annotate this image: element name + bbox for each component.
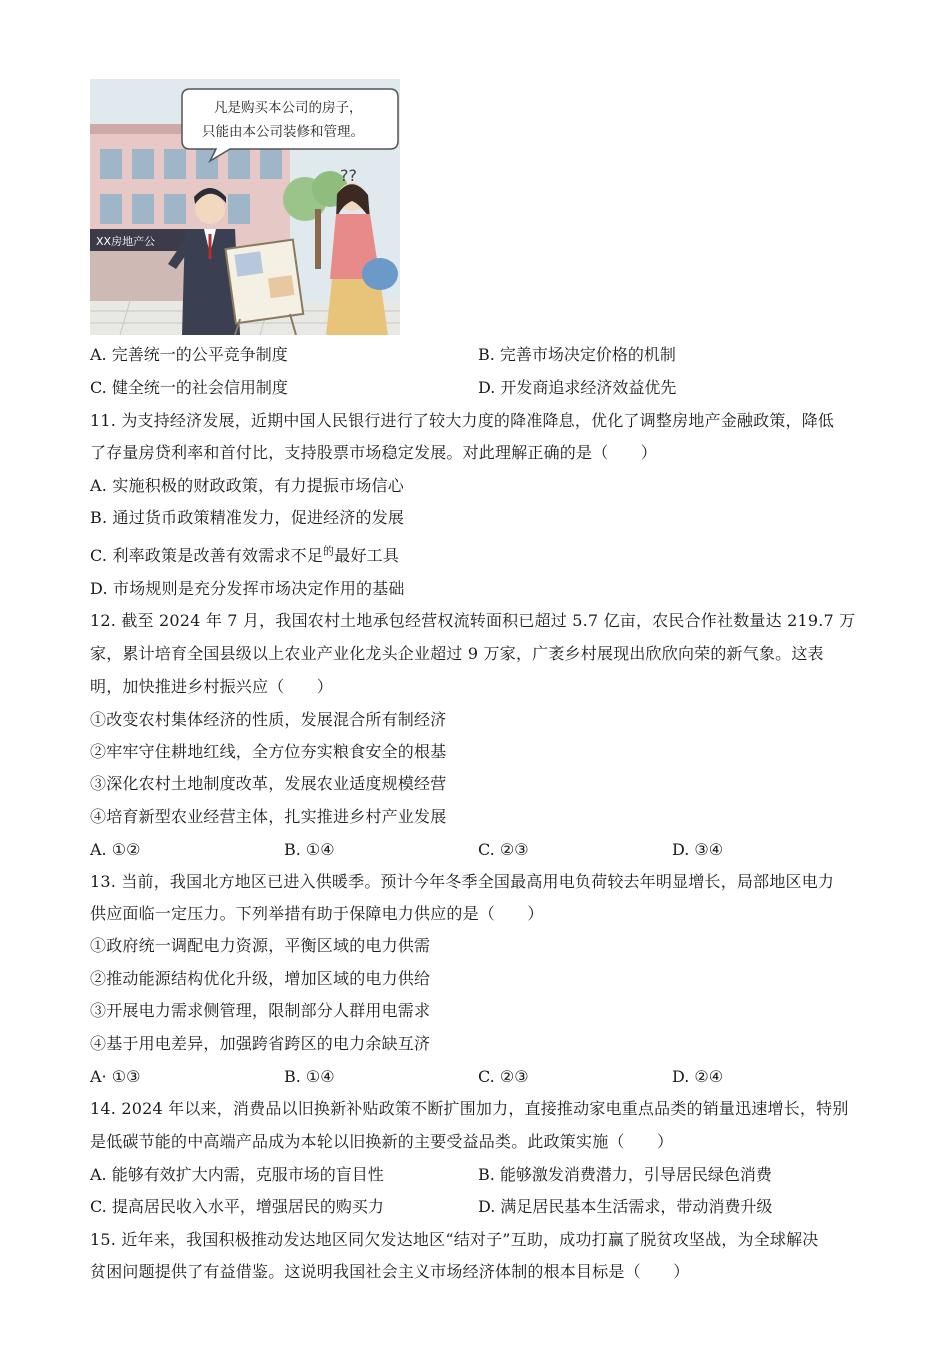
q14-option-b[interactable]: B. 能够激发消费潜力，引导居民绿色消费 <box>478 1165 772 1184</box>
q11-option-a[interactable]: A. 实施积极的财政政策，有力提振市场信心 <box>90 476 404 495</box>
q13-option-d[interactable]: D. ②④ <box>672 1067 724 1086</box>
q12-item-4: ④培育新型农业经营主体，扎实推进乡村产业发展 <box>90 807 447 826</box>
q11-option-c[interactable] <box>90 545 399 567</box>
q10-option-c[interactable]: C. 健全统一的社会信用制度 <box>90 378 288 397</box>
q13-option-b[interactable]: B. ①④ <box>284 1067 335 1086</box>
q10-option-d[interactable]: D. 开发商追求经济效益优先 <box>478 378 677 397</box>
q12-item-1: ①改变农村集体经济的性质，发展混合所有制经济 <box>90 710 447 729</box>
q15-stem-line-2: 贫困问题提供了有益借鉴。这说明我国社会主义市场经济体制的根本目标是（ ） <box>90 1262 690 1281</box>
q13-option-c[interactable]: C. ②③ <box>478 1067 529 1086</box>
q13-option-a[interactable]: A· ①③ <box>90 1067 141 1086</box>
q11-option-d[interactable]: D. 市场规则是充分发挥市场决定作用的基础 <box>90 579 405 598</box>
q12-option-d[interactable]: D. ③④ <box>672 840 724 859</box>
q13-stem-line-1: 13. 当前，我国北方地区已进入供暖季。预计今年冬季全国最高用电负荷较去年明显增长，局部地区电力 <box>90 872 835 891</box>
q11-option-b[interactable]: B. 通过货币政策精准发力，促进经济的发展 <box>90 508 405 527</box>
company-sign-text: XX房地产公 <box>96 235 156 248</box>
speech-line-2: 只能由本公司装修和管理。 <box>202 124 364 140</box>
q12-option-c[interactable]: C. ②③ <box>478 840 529 859</box>
q15-stem-line-1: 15. 近年来，我国积极推动发达地区同欠发达地区“结对子”互助，成功打赢了脱贫攻坚战，为全球解决 <box>90 1230 819 1249</box>
q13-item-3: ③开展电力需求侧管理，限制部分人群用电需求 <box>90 1001 431 1020</box>
q12-stem-line-2: 家，累计培育全国县级以上农业产业化龙头企业超过 9 万家，广袤乡村展现出欣欣向荣的新气象。这表 <box>90 644 824 663</box>
q14-stem-line-1: 14. 2024 年以来，消费品以旧换新补贴政策不断扩围加力，直接推动家电重点品类的销量迅速增长，特别 <box>90 1099 849 1118</box>
q13-stem-line-2: 供应面临一定压力。下列举措有助于保障电力供应的是（ ） <box>90 904 544 923</box>
q11-stem-line-2: 了存量房贷利率和首付比，支持股票市场稳定发展。对此理解正确的是（ ） <box>90 443 658 462</box>
q12-stem-line-1: 12. 截至 2024 年 7 月，我国农村土地承包经营权流转面积已超过 5.7 亿亩，农民合作社数量达 219.7 万 <box>90 611 856 630</box>
q11-option-c-text-1: C. 利率政策是改善有效需求不足 <box>90 546 324 565</box>
q14-option-d[interactable]: D. 满足居民基本生活需求，带动消费升级 <box>478 1197 773 1216</box>
q14-option-c[interactable]: C. 提高居民收入水平，增强居民的购买力 <box>90 1197 384 1216</box>
real-estate-cartoon <box>90 79 400 335</box>
q10-option-a[interactable]: A. 完善统一的公平竞争制度 <box>90 345 288 364</box>
q11-stem-line-1: 11. 为支持经济发展，近期中国人民银行进行了较大力度的降准降息，优化了调整房地产金融政策，降低 <box>90 411 835 430</box>
q11-option-c-text-2: 最好工具 <box>334 546 400 565</box>
q12-option-b[interactable]: B. ①④ <box>284 840 335 859</box>
question-marks: ?? <box>340 166 357 185</box>
speech-line-1: 凡是购买本公司的房子， <box>214 100 363 116</box>
q11-option-c-de: 的 <box>323 544 335 558</box>
q12-item-3: ③深化农村土地制度改革，发展农业适度规模经营 <box>90 774 447 793</box>
q13-item-1: ①政府统一调配电力资源，平衡区域的电力供需 <box>90 936 431 955</box>
q12-stem-line-3: 明，加快推进乡村振兴应（ ） <box>90 677 334 696</box>
q10-option-b[interactable]: B. 完善市场决定价格的机制 <box>478 345 676 364</box>
q12-item-2: ②牢牢守住耕地红线，全方位夯实粮食安全的根基 <box>90 742 447 761</box>
q14-option-a[interactable]: A. 能够有效扩大内需，克服市场的盲目性 <box>90 1165 384 1184</box>
q13-item-2: ②推动能源结构优化升级，增加区域的电力供给 <box>90 969 431 988</box>
q13-item-4: ④基于用电差异，加强跨省跨区的电力余缺互济 <box>90 1034 431 1053</box>
q14-stem-line-2: 是低碳节能的中高端产品成为本轮以旧换新的主要受益品类。此政策实施（ ） <box>90 1132 674 1151</box>
q12-option-a[interactable]: A. ①② <box>90 840 141 859</box>
